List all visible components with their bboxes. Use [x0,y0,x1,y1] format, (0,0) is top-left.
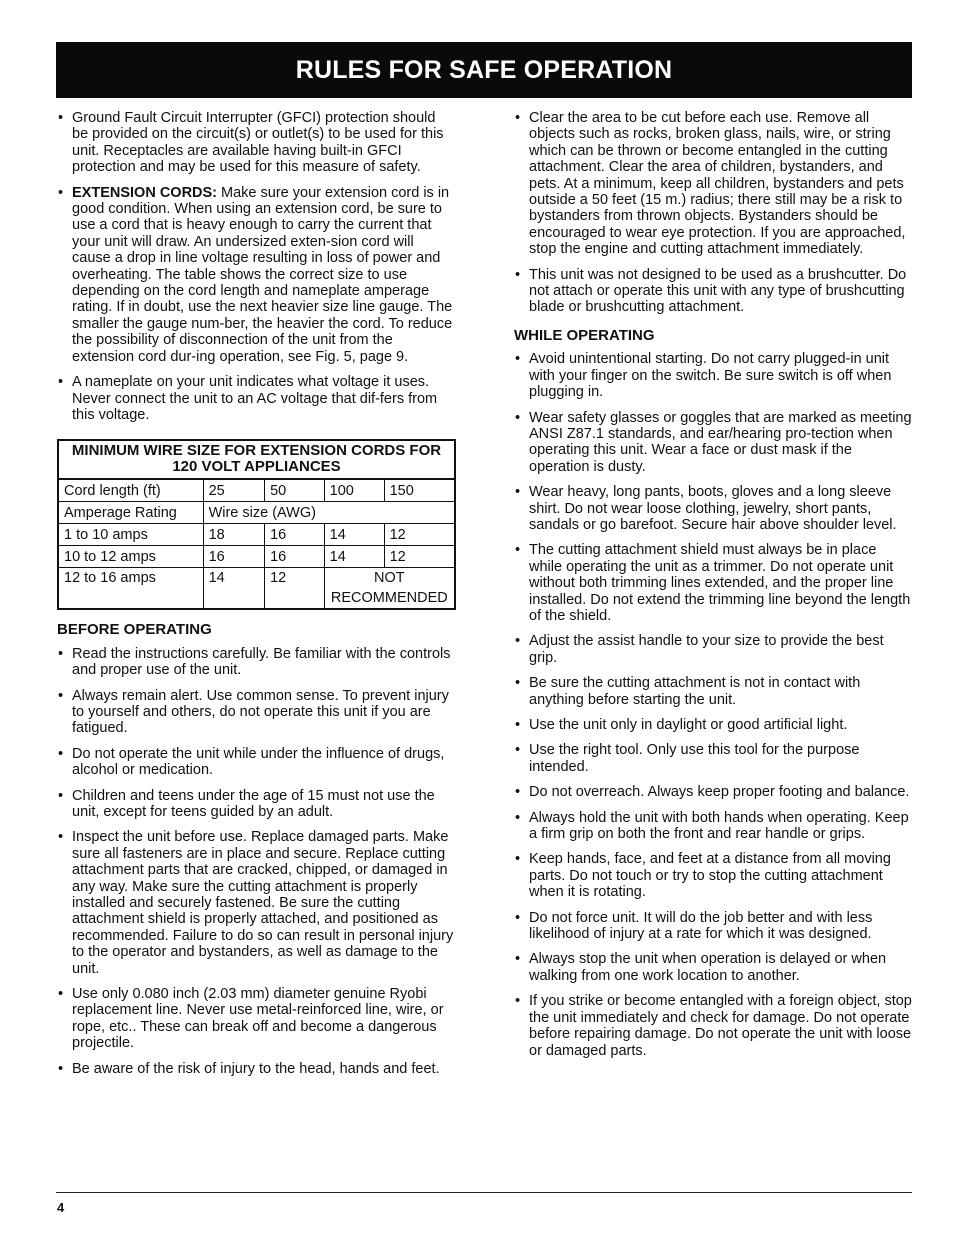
table-cell: 10 to 12 amps [58,546,203,568]
table-cell: 12 [384,524,455,546]
list-item [514,717,912,733]
list-item [514,110,912,258]
list-item [514,542,912,624]
table-cell: 14 [203,568,265,610]
item-text: Ground Fault Circuit Interrupter (GFCI) protection should be provided on the circuit(s) or outlet(s) to be used for this unit. Receptacles are available having built-in GFCI protection and may be used for this measure of safety. [72,110,444,176]
table-row [58,502,455,524]
table-cell: 14 [324,524,384,546]
item-text: Do not force unit. It will do the job better and with less likelihood of injury at a rate for which it was designed. [529,909,873,943]
bullet-icon: • [515,993,521,1010]
note-line: RECOMMENDED [330,590,448,607]
list-item [514,675,912,708]
list-item [57,829,455,977]
not-recommended-cell [324,568,455,610]
bullet-icon: • [58,986,64,1003]
list-item [57,746,455,779]
list-item [514,410,912,476]
bullet-icon: • [58,829,64,846]
list-item [57,1061,455,1077]
item-text: Adjust the assist handle to your size to provide the best grip. [529,633,884,666]
table-cell: Cord length (ft) [58,479,203,502]
table-cell: 16 [203,546,265,568]
item-text: The cutting attachment shield must always be in place while operating the unit as a trimmer. Do not operate unit without both trimming lines extended, and the proper line installed. Do not extend the trimming line beyond the length of the shield. [529,542,911,624]
table-cell: 150 [384,479,455,502]
item-text: Do not overreach. Always keep proper footing and balance. [529,784,910,801]
list-item [514,484,912,533]
item-text: Use the unit only in daylight or good artificial light. [529,717,848,733]
page-number: 4 [57,1200,65,1215]
bullet-icon: • [515,809,521,826]
item-text: Make sure your extension cord is in good condition. When using an extension cord, be sure to use a cord that is heavy enough to carry the current that your unit will draw. An undersized exten-sion cord will cause a drop in line voltage resulting in loss of power and overheating. The table shows the correct size to use depending on the cord length and nameplate amperage rating. If in doubt, use the next heavier size line gauge. The smaller the gauge num-ber, the heavier the cord. To reduce the possibility of disconnection of the unit from the extension cord dur-ing operation, see Fig. 5, page 9. [72,184,453,365]
bullet-icon: • [515,909,521,926]
bullet-icon: • [58,687,64,704]
list-item [514,810,912,843]
before-list [57,646,455,1077]
item-text: Be sure the cutting attachment is not in contact with anything before starting the unit. [529,675,861,708]
list-item [57,110,455,176]
bullet-icon: • [515,542,521,559]
bullet-icon: • [58,787,64,804]
item-text: Clear the area to be cut before each use. Remove all objects such as rocks, broken glass, nails, wire, or string which can be thrown or become entangled in the cutting attachment. Clear the area of children, bystanders, and pets. At a minimum, keep all children, bystanders and pets outside a 50 feet (15 m.) radius; there still may be a risk to bystanders from thrown objects. Bystanders should be encouraged to wear eye protection. If you are approached, stop the engine and cutting attachment immediately. [529,110,906,258]
table-cell: 25 [203,479,265,502]
bullet-icon: • [515,717,521,733]
item-text: Keep hands, face, and feet at a distance from all moving parts. Do not touch or try to stop the cutting attachment when it is rotating. [529,851,891,901]
note-line: NOT [374,570,405,587]
footer-divider [56,1192,912,1193]
item-text: Be aware of the risk of injury to the head, hands and feet. [72,1060,440,1077]
list-item [514,951,912,984]
bullet-icon: • [58,1060,64,1077]
while-list [514,351,912,1059]
list-item [514,851,912,900]
bullet-icon: • [515,742,521,759]
bullet-icon: • [515,409,521,426]
table-cell: 16 [265,546,325,568]
list-item [57,986,455,1052]
list-item [57,185,455,365]
bullet-icon: • [515,675,521,692]
list-item [57,646,455,679]
right-intro-list [514,110,912,316]
list-item [514,742,912,775]
table-title: MINIMUM WIRE SIZE FOR EXTENSION CORDS FOR 120 VOLT APPLIANCES [58,440,455,479]
table-cell: Wire size (AWG) [203,502,455,524]
table-row [58,546,455,568]
table-cell: 12 [384,546,455,568]
table-row [58,479,455,502]
table-cell: 18 [203,524,265,546]
item-text: Always stop the unit when operation is delayed or when walking from one work location to another. [529,951,887,984]
list-item [514,633,912,666]
item-text: This unit was not designed to be used as a brushcutter. Do not attach or operate this unit with any type of brushcutting blade or brushcutting attachment. [529,266,907,316]
table-cell: Amperage Rating [58,502,203,524]
table-cell: 14 [324,546,384,568]
bullet-icon: • [58,374,64,391]
list-item [514,784,912,800]
item-text: Always remain alert. Use common sense. To prevent injury to yourself and others, do not operate this unit if you are fatigued. [72,687,449,737]
table-cell: 100 [324,479,384,502]
page-title: RULES FOR SAFE OPERATION [56,42,912,98]
table-cell: 50 [265,479,325,502]
item-text: Do not operate the unit while under the influence of drugs, alcohol or medication. [72,745,445,779]
item-text: Avoid unintentional starting. Do not carry plugged-in unit with your finger on the switch. Be sure switch is off when plugging in. [529,351,892,401]
item-lead: EXTENSION CORDS: [72,184,218,201]
bullet-icon: • [515,633,521,650]
item-text: Children and teens under the age of 15 must not use the unit, except for teens guided by an adult. [72,787,435,820]
list-item [514,910,912,943]
bullet-icon: • [58,745,64,762]
item-text: Wear safety glasses or goggles that are marked as meeting ANSI Z87.1 standards, and ear/hearing pro-tection when operating this unit. Wear a face or dust mask if the operation is dusty. [529,409,912,475]
bullet-icon: • [515,351,521,368]
bullet-icon: • [515,784,521,801]
table-row [58,524,455,546]
section-heading-while: WHILE OPERATING [514,326,655,344]
section-heading-before: BEFORE OPERATING [57,621,212,639]
bullet-icon: • [58,645,64,662]
item-text: Use the right tool. Only use this tool for the purpose intended. [529,742,860,775]
list-item [514,993,912,1059]
right-column [514,110,912,1068]
table-row [58,568,455,610]
bullet-icon: • [515,851,521,868]
bullet-icon: • [515,266,521,283]
table-cell: 1 to 10 amps [58,524,203,546]
list-item [514,351,912,400]
bullet-icon: • [58,184,64,201]
bullet-icon: • [515,484,521,501]
table-cell: 12 to 16 amps [58,568,203,610]
item-text: Use only 0.080 inch (2.03 mm) diameter genuine Ryobi replacement line. Never use metal-reinforced line, wire, or rope, etc.. These can break off and become a dangerous projectile. [72,986,444,1052]
item-text: If you strike or become entangled with a foreign object, stop the unit immediately and check for damage. Do not operate before repairing damage. Do not operate the unit with loose or damaged parts. [529,993,912,1059]
bullet-icon: • [515,951,521,968]
table-cell: 12 [265,568,325,610]
list-item [57,374,455,423]
list-item [57,688,455,737]
item-text: Always hold the unit with both hands when operating. Keep a firm grip on both the front and rear handle or grips. [529,809,909,843]
table-cell: 16 [265,524,325,546]
left-column [57,110,455,1086]
item-text: Read the instructions carefully. Be familiar with the controls and proper use of the unit. [72,645,451,679]
wire-size-table [57,439,456,610]
item-text: A nameplate on your unit indicates what voltage it uses. Never connect the unit to an AC voltage that dif-fers from this voltage. [72,374,438,423]
item-text: Inspect the unit before use. Replace damaged parts. Make sure all fasteners are in place and secure. Replace cutting attachment parts that are cracked, chipped, or damaged in any way. Make sure the cutting attachment is properly installed and securely fastened. Be sure the cutting attachment shield is properly attached, and positioned as recommended. Failure to do so can result in personal injury to the operator and bystanders, as well as damage to the unit. [72,829,454,977]
intro-list [57,110,455,423]
list-item [514,267,912,316]
bullet-icon: • [515,110,521,126]
item-text: Wear heavy, long pants, boots, gloves and a long sleeve shirt. Do not wear loose clothing, jewelry, short pants, sandals or go barefoot. Secure hair above shoulder level. [529,484,897,533]
list-item [57,788,455,821]
bullet-icon: • [58,110,64,126]
